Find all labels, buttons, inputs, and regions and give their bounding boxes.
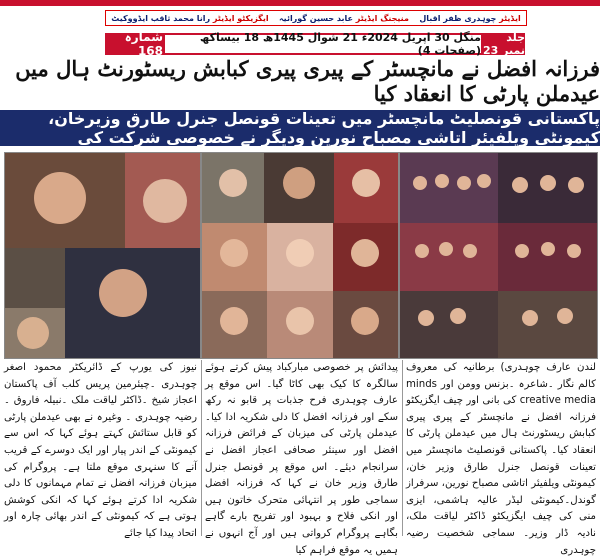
photo-guests-women (201, 152, 399, 359)
date-line: منگل 30 اپریل 2024ء 21 شوال 1445ھ 18 بیساکھ (صفحات 4) (163, 33, 483, 55)
body-column-2: پیدائش پر خصوصی مبارکباد پیش کرتے ہوئے سالگرہ کا کیک بھی کاٹا گیا۔ اس موقع پر عارف چوہدری فرح جذبات پر قابو نہ رکھ سکے اور فرزانہ افضل کا دلی شکریہ ادا کیا۔ عیدملن پارٹی کی میزبان کے فرائض فرزانہ افضل اور سینئر صحافی اعجاز افضل نے سرانجام دیئے۔ اس موقع پر قونصل جنرل طارق وزیر خان نے کہا کہ فرزانہ افضل سماجی طور پر انتہائی متحرک خاتون ہیں اور انکی فلاح و بہبود اور تفریح بارے گاہے بگاہے پروگرام کرواتی ہیں اور آج انہوں نے ہمیں یہ موقع فراہم کیا (205, 362, 398, 556)
volume-badge: جلد نمبر 23 (483, 31, 525, 57)
photo-party-group (399, 152, 598, 359)
staff-executive-editor: ایگزیکٹو ایڈیٹر رانا محمد ثاقب ایڈووکیٹ (111, 13, 269, 23)
body-column-3: نیوز کی یورپ کے ڈائریکٹر محمود اصغر چوہدری ۔چیئرمین پریس کلب آف پاکستان اعجاز شیخ ۔ڈاکٹر لیاقت ملک ۔نبیلہ فاروق ۔ رضیہ چوہدری ۔ وغیرہ نے بھی عیدملن پارٹی کو قابل ستائش کہتے ہوئے کہا کہ اس سے کیمونٹی کے اندر پیار اور ایک دوسرے کے قریب آنے کا سنہری موقع ملتا ہے۔ پروگرام کی میزبان فرزانہ افضل نے تمام مہمانوں کا دلی شکریہ ادا کرتے ہوئے کہا کہ انکی کوشش ہوتی ہے کہ کیمونٹی کے اندر بھائی چارہ اور اتحاد پیدا کیا جائے (4, 362, 197, 539)
sub-headline: پاکستانی قونصلیٹ مانچسٹر میں تعینات قونصل جنرل طارق وزیرخان، کیمونٹی ویلفیئر اتاشی مصباح نورین ودیگر نے خصوصی شرکت کی (0, 110, 600, 146)
masthead-top-rule (0, 0, 600, 6)
issue-badge: شمارہ 168 (105, 33, 163, 55)
column-divider (201, 360, 202, 536)
photo-guests-women-image (202, 153, 398, 358)
photo-party-group-image (400, 153, 597, 358)
staff-editor: ایڈیٹر چوہدری ظفر اقبال (419, 13, 521, 23)
main-headline: فرزانہ افضل نے مانچسٹر کے پیری پیری کبابش ریسٹورنٹ ہال میں عیدملن پارٹی کا انعقاد کیا (0, 60, 600, 102)
photo-officials-image (5, 153, 200, 358)
body-column-1: لندن عارف چوہدری) برطانیہ کی معروف کالم نگار ۔شاعرہ ۔بزنس وومن اور minds creative media کی بانی اور چیف ایگزیکٹو فرزانہ افضل نے مانچسٹر کے پیری پیری کبابش ریسٹورنٹ ہال میں عیدملن پارٹی کا انعقاد کیا۔ پاکستانی قونصلیٹ مانچسٹر میں تعینات قونصل جنرل طارق وزیر خان، کیمونٹی ویلفیئر اتاشی مصباح نورین، سرفراز گوندل۔کیمونٹی لیڈر عالیہ ہاشمی، ایزی منی کی چیف ایگزیکٹو ڈاکٹر لیاقت ملک، نادیہ ڈار وزیر۔ سماجی شخصیت رضیہ چوہدری (406, 362, 596, 556)
photo-officials (4, 152, 201, 359)
column-divider (402, 360, 403, 536)
masthead-date-strip (105, 30, 525, 58)
staff-managing-editor: منیجنگ ایڈیٹر عابد حسین گورائیہ (278, 13, 409, 23)
masthead-staff-strip (105, 10, 527, 26)
